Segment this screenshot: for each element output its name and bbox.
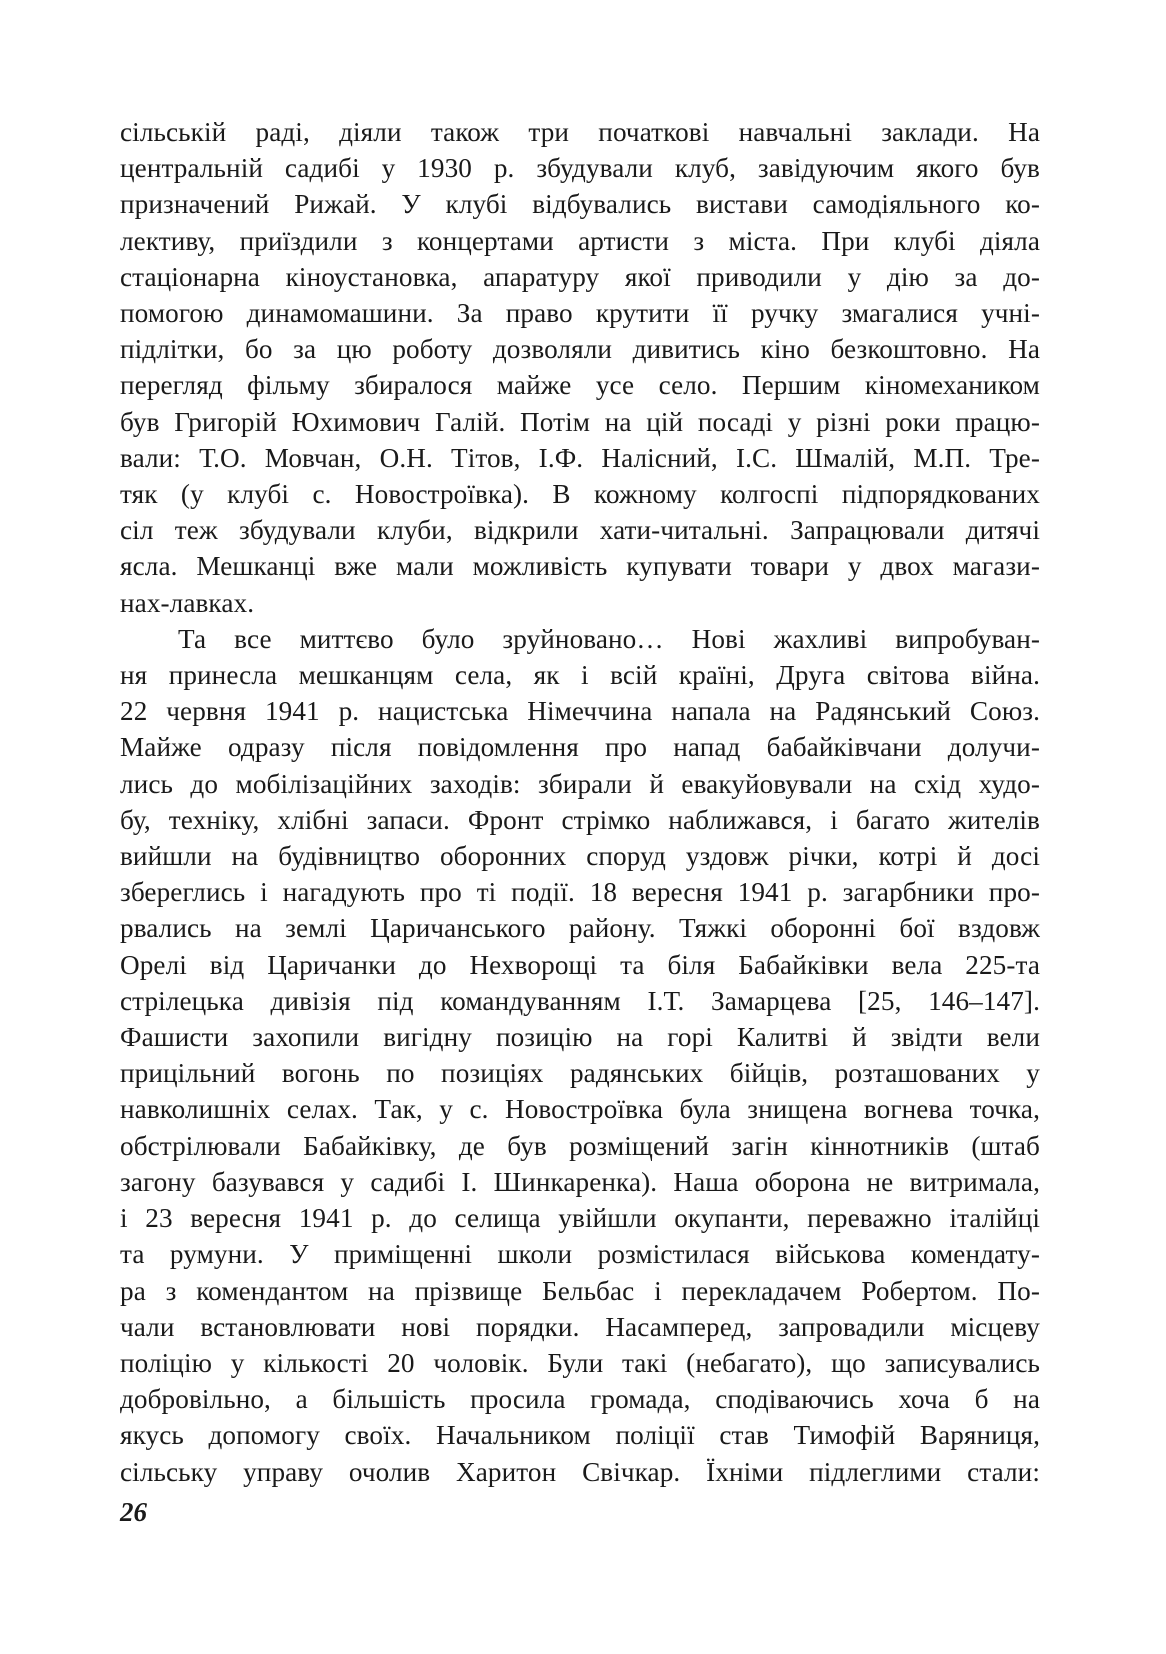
text-line: навколишніх селах. Так, у с. Новостроївка була знищена вогнева точка, bbox=[120, 1094, 1040, 1125]
text-line: нах-лавках. bbox=[120, 587, 255, 618]
text-line: стрілецька дивізія під командуванням І.Т. Замарцева [25, 146–147]. bbox=[120, 985, 1040, 1016]
text-line: якусь допомогу своїх. Начальником поліції став Тимофій Варяниця, bbox=[120, 1420, 1040, 1451]
text-line: сільську управу очолив Харитон Свічкар. Їхніми підлеглими стали: bbox=[120, 1456, 1040, 1487]
text-line: лись до мобілізаційних заходів: збирали й евакуйовували на схід худо- bbox=[120, 768, 1040, 799]
text-line: ра з комендантом на прізвище Бельбас і перекладачем Робертом. По- bbox=[120, 1275, 1040, 1306]
text-line: поліцію у кількості 20 чоловік. Були такі (небагато), що записувались bbox=[120, 1347, 1040, 1378]
text-line: сільській раді, діяли також три початкові навчальні заклади. На bbox=[120, 117, 1040, 147]
text-line: і 23 вересня 1941 р. до селища увійшли окупанти, переважно італійці bbox=[120, 1203, 1040, 1234]
text-line: добровільно, а більшість просила громада, сподіваючись хоча б на bbox=[120, 1384, 1040, 1415]
text-line: обстрілювали Бабайківку, де був розміщений загін кіннотників (штаб bbox=[120, 1130, 1040, 1161]
text-line: прицільний вогонь по позиціях радянських бійців, розташованих у bbox=[120, 1058, 1040, 1089]
page-number: 26 bbox=[120, 1497, 147, 1527]
text-line: призначений Рижай. У клубі відбувались вистави самодіяльного ко- bbox=[120, 189, 1040, 220]
text-line: загону базувався у садибі І. Шинкаренка). Наша оборона не витримала, bbox=[120, 1166, 1040, 1197]
text-line: збереглись і нагадують про ті події. 18 вересня 1941 р. загарбники про- bbox=[120, 877, 1040, 908]
text-line: тяк (у клубі с. Новостроївка). В кожному колгоспі підпорядкованих bbox=[120, 479, 1040, 510]
text-line: стаціонарна кіноустановка, апаратуру якої приводили у дію за до- bbox=[120, 261, 1040, 292]
text-line: чали встановлювати нові порядки. Насамперед, запровадили місцеву bbox=[120, 1311, 1040, 1342]
text-line: лективу, приїздили з концертами артисти з міста. При клубі діяла bbox=[120, 225, 1040, 256]
paragraph-2 bbox=[120, 621, 1040, 1490]
page-body bbox=[120, 114, 1040, 1490]
paragraph-1 bbox=[120, 114, 1040, 621]
text-line: центральній садибі у 1930 р. збудували клуб, завідуючим якого був bbox=[120, 153, 1040, 184]
text-line: Майже одразу після повідомлення про напад бабайківчани долучи- bbox=[120, 732, 1040, 763]
text-line: ня принесла мешканцям села, як і всій країні, Друга світова війна. bbox=[120, 660, 1040, 691]
text-line: був Григорій Юхимович Галій. Потім на цій посаді у різні роки працю- bbox=[120, 406, 1040, 437]
text-line: ясла. Мешканці вже мали можливість купувати товари у двох магази- bbox=[120, 551, 1040, 582]
text-line: Та все миттєво було зруйновано… Нові жахливі випробуван- bbox=[178, 623, 1040, 654]
text-line: вали: Т.О. Мовчан, О.Н. Тітов, І.Ф. Налісний, І.С. Шмалій, М.П. Тре- bbox=[120, 442, 1040, 473]
text-line: 22 червня 1941 р. нацистська Німеччина напала на Радянський Союз. bbox=[120, 696, 1040, 727]
text-line: Орелі від Царичанки до Нехворощі та біля Бабайківки вела 225-та bbox=[120, 949, 1040, 980]
text-line: сіл теж збудували клуби, відкрили хати-читальні. Запрацювали дитячі bbox=[120, 515, 1040, 546]
text-line: перегляд фільму збиралося майже усе село. Першим кіномехаником bbox=[120, 370, 1040, 401]
text-line: рвались на землі Царичанського району. Тяжкі оборонні бої вздовж bbox=[120, 913, 1040, 944]
text-line: бу, техніку, хлібні запаси. Фронт стрімко наближався, і багато жителів bbox=[120, 804, 1040, 835]
text-line: помогою динамомашини. За право крутити її ручку змагалися учні- bbox=[120, 298, 1040, 329]
text-line: та румуни. У приміщенні школи розмістилася військова комендату- bbox=[120, 1239, 1040, 1270]
text-line: вийшли на будівництво оборонних споруд уздовж річки, котрі й досі bbox=[120, 841, 1040, 872]
text-line: підлітки, бо за цю роботу дозволяли дивитись кіно безкоштовно. На bbox=[120, 334, 1040, 365]
text-line: Фашисти захопили вигідну позицію на горі Калитві й звідти вели bbox=[120, 1022, 1040, 1053]
